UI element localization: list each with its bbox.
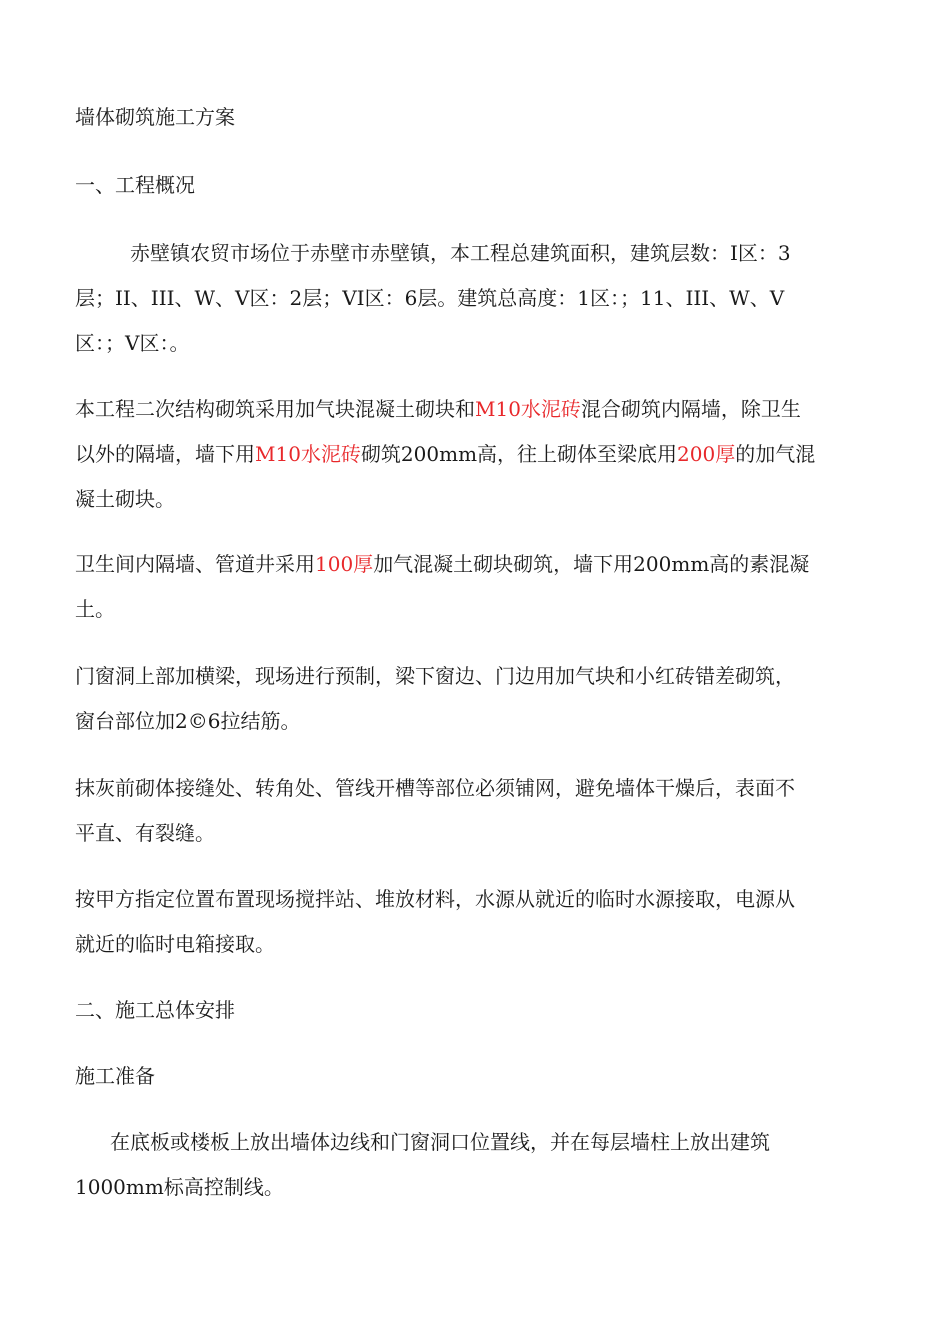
- paragraph-line: 窗台部位加2©6拉结筋。: [75, 709, 301, 733]
- paragraph-line: [75, 387, 855, 432]
- paragraph-bathroom-walls: [75, 542, 855, 632]
- text-run: 卫生间内隔墙、管道井采用: [75, 552, 315, 576]
- text-run: 混合砌筑内隔墙，除卫生: [580, 397, 801, 421]
- paragraph-secondary-structure: [75, 387, 855, 522]
- highlight-text: 200厚: [677, 442, 736, 466]
- paragraph-line: 赤壁镇农贸市场位于赤壁市赤壁镇，本工程总建筑面积，建筑层数：I区：3: [130, 241, 791, 265]
- title-text: 墙体砌筑施工方案: [75, 105, 235, 129]
- paragraph-overview: [130, 231, 850, 276]
- highlight-text: 100厚: [315, 552, 374, 576]
- paragraph-line: 按甲方指定位置布置现场搅拌站、堆放材料，水源从就近的临时水源接取，电源从: [75, 887, 795, 911]
- paragraph-layout-lines-cont: [75, 1165, 855, 1210]
- section-heading-2: [75, 988, 855, 1033]
- paragraph-lintels: [75, 654, 855, 744]
- section-heading-1: [75, 163, 855, 208]
- highlight-text: M10水泥砖: [475, 397, 581, 421]
- paragraph-overview-cont: [75, 276, 855, 366]
- subheading-preparation: [75, 1054, 855, 1099]
- paragraph-line: 就近的临时电箱接取。: [75, 932, 275, 956]
- section-heading-text: 二、施工总体安排: [75, 998, 235, 1022]
- paragraph-line: 区：；V区：。: [75, 331, 190, 355]
- document-title: [75, 95, 855, 140]
- paragraph-line: 1000mm标高控制线。: [75, 1175, 284, 1199]
- paragraph-line: 层；II、III、W、V区：2层；VI区：6层。建筑总高度：1区：；11、III、W、V: [75, 286, 785, 310]
- subheading-text: 施工准备: [75, 1064, 155, 1088]
- paragraph-line: 平直、有裂缝。: [75, 821, 215, 845]
- text-run: 以外的隔墙，墙下用: [75, 442, 255, 466]
- paragraph-line: 抹灰前砌体接缝处、转角处、管线开槽等部位必须铺网，避免墙体干燥后，表面不: [75, 776, 795, 800]
- paragraph-plaster-mesh: [75, 766, 855, 856]
- text-run: 本工程二次结构砌筑采用加气块混凝土砌块和: [75, 397, 475, 421]
- paragraph-line: 土。: [75, 597, 115, 621]
- highlight-text: M10水泥砖: [255, 442, 361, 466]
- paragraph-line: 在底板或楼板上放出墙体边线和门窗洞口位置线，并在每层墙柱上放出建筑: [110, 1130, 770, 1154]
- paragraph-layout-lines: [110, 1120, 850, 1165]
- text-run: 加气混凝土砌块砌筑，墙下用200mm高的素混凝: [373, 552, 810, 576]
- paragraph-site-setup: [75, 877, 855, 967]
- text-run: 的加气混: [735, 442, 816, 466]
- paragraph-line: [75, 542, 855, 587]
- paragraph-line: 凝土砌块。: [75, 487, 175, 511]
- paragraph-line: 门窗洞上部加横梁，现场进行预制，梁下窗边、门边用加气块和小红砖错差砌筑，: [75, 664, 795, 688]
- text-run: 砌筑200mm高，往上砌体至梁底用: [360, 442, 678, 466]
- section-heading-text: 一、工程概况: [75, 173, 195, 197]
- paragraph-line: [75, 432, 855, 477]
